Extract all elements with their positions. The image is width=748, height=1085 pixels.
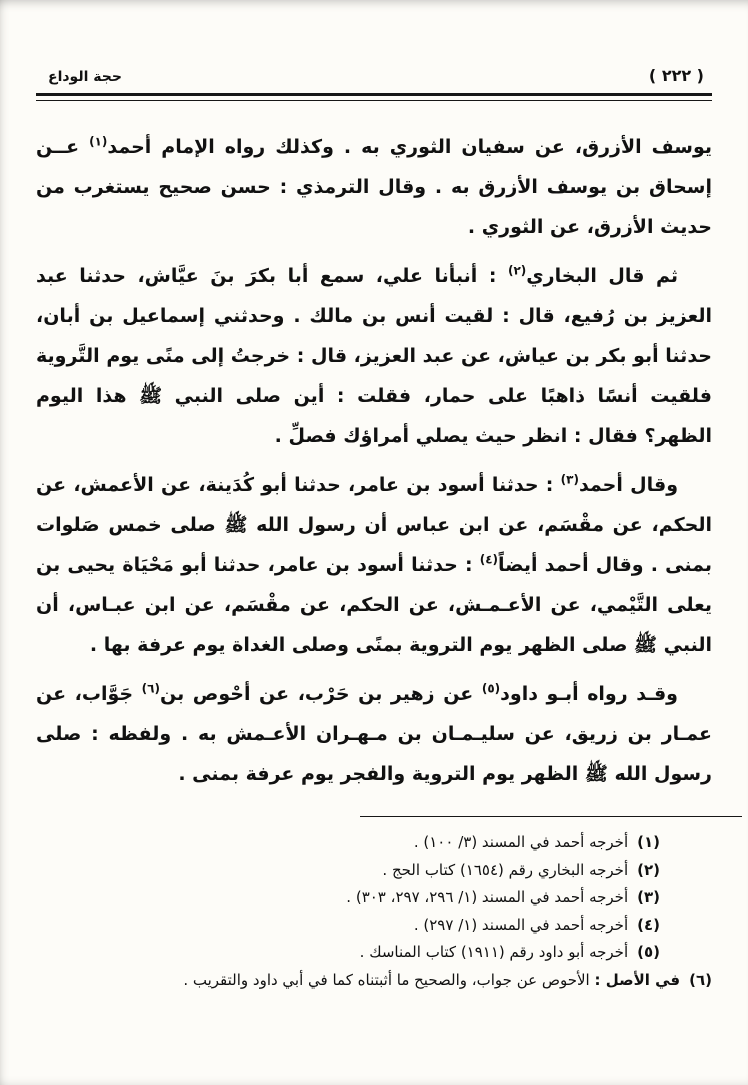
footnote-item — [36, 939, 712, 967]
footnote-marker: (٦) — [141, 681, 160, 696]
footnote-number: (٥) — [637, 943, 660, 961]
paragraph: وقال أحمد$^{(٣)}$ : حدثنا أسود بن عامر، حدثنا أبو كُدَينة، عن الأعمش، عن الحكم، عن مقْسَم، عن ابن عباس أن رسول الله ﷺ صلى خمس صَلوات بمنى . وقال أحمد أيضاً$^{(٤)}$ : حدثنا أسود بن عامر، حدثنا أبو مَحْيَاة يحيى بن يعلى التَّيْمي، عن الأعـمـش، عن الحكم، عن مقْسَم، عن ابن عبـاس، أن النبي ﷺ صلى الظهر يوم التروية بمنًى وصلى الغداة يوم عرفة بها . — [36, 472, 712, 656]
footnote-text: أخرجه أبو داود رقم (١٩١١) كتاب المناسك . — [359, 943, 629, 961]
footnote-marker: (٤) — [479, 552, 498, 567]
footnote-item — [36, 967, 712, 995]
header-double-rule — [36, 93, 712, 101]
footnotes — [36, 829, 712, 994]
paragraph: يوسف الأزرق، عن سفيان الثوري به . وكذلك رواه الإمام أحمد$^{(١)}$ عــن إسحاق بن يوسف الأزرق به . وقال الترمذي : حسن صحيح يستغرب من حديث الأزرق، عن الثوري . — [36, 134, 712, 238]
footnote-number: (٤) — [637, 915, 660, 934]
footnote-text: أخرجه أحمد في المسند (١/ ٢٩٦، ٢٩٧، ٣٠٣) . — [346, 888, 629, 906]
footnote-item — [36, 912, 712, 940]
footnote-number: (٣) — [637, 888, 660, 906]
page-header — [36, 66, 712, 93]
footnote-marker: (٣) — [560, 472, 579, 487]
paragraph: وقـد رواه أبـو داود$^{(٥)}$ عن زهير بن حَرْب، عن أحْوص بن$^{(٦)}$ جَوَّاب، عن عمـار بن زريق، عن سليـمـان بن مـهـران الأعـمش به . ولفظه : صلى رسول الله ﷺ الظهر يوم التروية والفجر يوم عرفة بمنى . — [36, 681, 712, 785]
footnote-number: (١) — [637, 833, 660, 851]
footnote-item — [36, 884, 712, 912]
footnote-text: في الأصل : الأحوص عن جواب، والصحيح ما أثبتناه كما في أبي داود والتقريب . — [183, 970, 681, 989]
footnote-text: أخرجه البخاري رقم (١٦٥٤) كتاب الحج . — [382, 860, 629, 879]
footnote-separator — [360, 816, 742, 817]
footnote-text: أخرجه أحمد في المسند (٣/ ١٠٠) . — [413, 833, 629, 851]
footnote-item — [36, 829, 712, 857]
footnote-number: (٦) — [689, 970, 712, 989]
body-text — [36, 127, 712, 794]
paragraph: ثم قال البخاري$^{(٢)}$ : أنبأنا علي، سمع أبا بكرَ بنَ عيَّاش، حدثنا عبد العزيز بن رُفيع، قال : لقيت أنس بن مالك . وحدثني إسماعيل بن أبان، حدثنا أبو بكر بن عياش، عن عبد العزيز، قال : خرجتُ إلى منًى يوم التَّروية فلقيت أنسًا ذاهبًا على حمار، فقلت : أين صلى النبي ﷺ هذا اليوم الظهر؟ فقال : انظر حيث يصلي أمراؤك فصلِّ . — [36, 263, 712, 447]
footnote-item — [36, 857, 712, 885]
page-number: ( ٢٢٢ ) — [648, 66, 704, 85]
footnote-marker: (٢) — [507, 263, 527, 278]
footnote-number: (٢) — [637, 860, 660, 879]
footnote-marker: (٥) — [481, 681, 501, 696]
footnote-text: أخرجه أحمد في المسند (١/ ٢٩٧) . — [413, 915, 629, 934]
running-head-title: حجة الوداع — [48, 69, 122, 85]
footnote-marker: (١) — [89, 134, 108, 149]
